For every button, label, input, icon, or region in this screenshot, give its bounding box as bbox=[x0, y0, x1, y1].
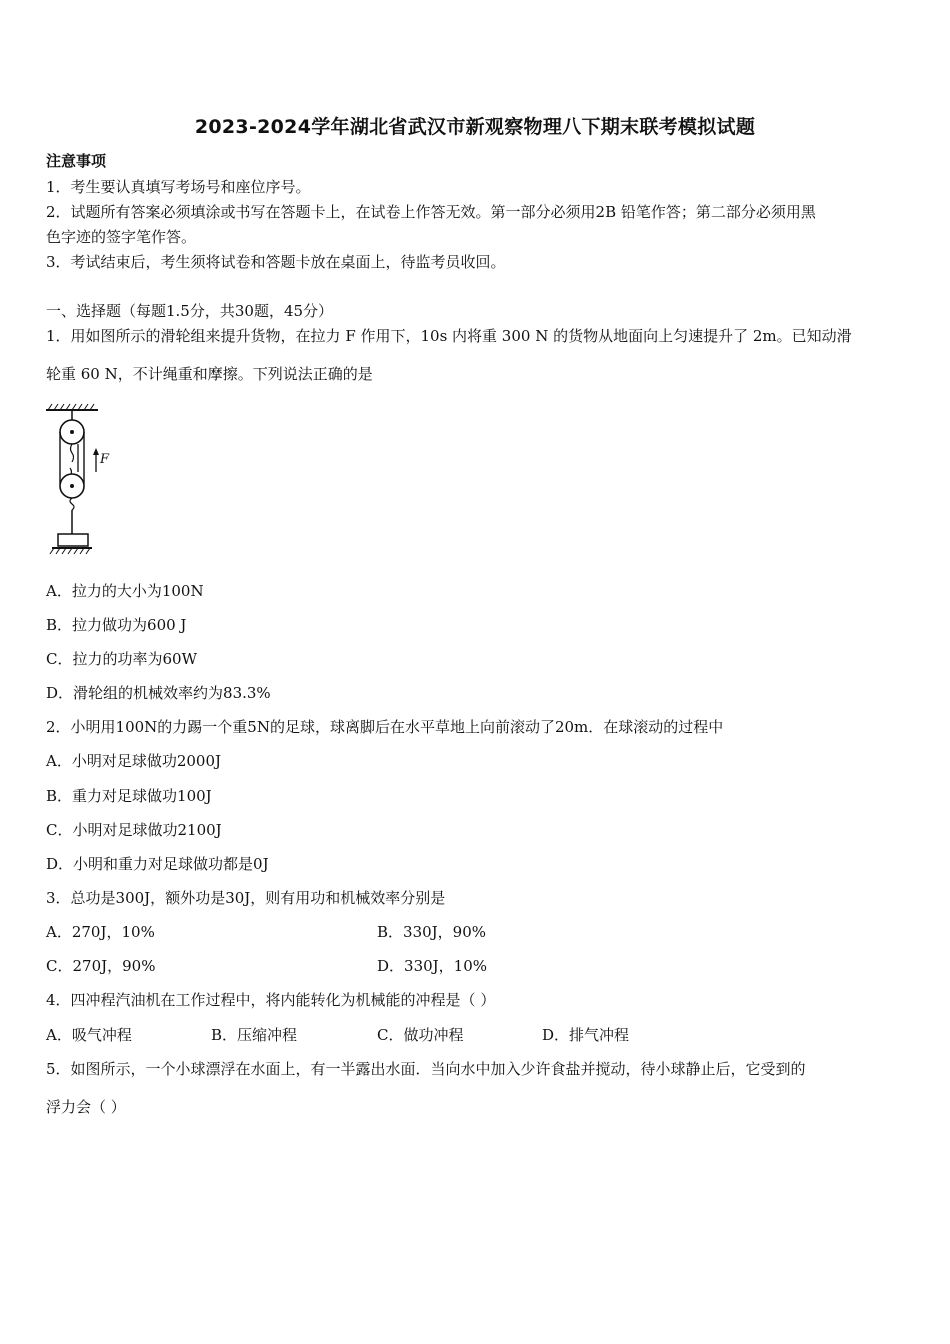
question-2-option-d: D．小明和重力对足球做功都是0J bbox=[46, 855, 269, 873]
question-2-option-a: A．小明对足球做功2000J bbox=[46, 752, 222, 770]
question-3-option-c: C．270J，90% bbox=[46, 957, 156, 975]
question-1-option-d: D．滑轮组的机械效率约为83.3% bbox=[46, 684, 271, 702]
question-2-option-c: C．小明对足球做功2100J bbox=[46, 821, 222, 839]
section-heading: 一、选择题（每题1.5分，共30题，45分） bbox=[46, 302, 334, 320]
question-4-option-c: C．做功冲程 bbox=[377, 1026, 464, 1044]
notice-item: 3．考试结束后，考生须将试卷和答题卡放在桌面上，待监考员收回。 bbox=[46, 253, 506, 271]
question-1-option-b: B．拉力做功为600 J bbox=[46, 616, 187, 634]
question-3-stem: 3．总功是300J，额外功是30J，则有用功和机械效率分别是 bbox=[46, 889, 446, 907]
question-2-stem: 2．小明用100N的力踢一个重5N的足球，球离脚后在水平草地上向前滚动了20m．在球滚动的过程中 bbox=[46, 718, 724, 736]
question-3-option-a: A．270J，10% bbox=[46, 923, 155, 941]
question-1-stem-cont: 轮重 60 N，不计绳重和摩擦。下列说法正确的是 bbox=[46, 365, 373, 383]
pulley-diagram bbox=[40, 402, 110, 556]
question-3-option-b: B．330J，90% bbox=[377, 923, 487, 941]
notice-item: 色字迹的签字笔作答。 bbox=[46, 228, 197, 246]
question-4-option-d: D．排气冲程 bbox=[542, 1026, 630, 1044]
notice-heading: 注意事项 bbox=[46, 152, 107, 170]
question-1-stem: 1．用如图所示的滑轮组来提升货物，在拉力 F 作用下，10s 内将重 300 N 的货物从地面向上匀速提升了 2m。已知动滑 bbox=[46, 327, 852, 345]
notice-item: 1．考生要认真填写考场号和座位序号。 bbox=[46, 178, 311, 196]
notice-item: 2．试题所有答案必须填涂或书写在答题卡上，在试卷上作答无效。第一部分必须用2B 铅笔作答；第二部分必须用黑 bbox=[46, 203, 816, 221]
question-4-option-a: A．吸气冲程 bbox=[46, 1026, 132, 1044]
question-1-option-a: A．拉力的大小为100N bbox=[46, 582, 204, 600]
question-3-option-d: D．330J，10% bbox=[377, 957, 488, 975]
question-5-stem-cont: 浮力会（ ） bbox=[46, 1098, 126, 1116]
question-2-option-b: B．重力对足球做功100J bbox=[46, 787, 212, 805]
page-title: 2023-2024学年湖北省武汉市新观察物理八下期末联考模拟试题 bbox=[194, 116, 756, 138]
question-5-stem: 5．如图所示，一个小球漂浮在水面上，有一半露出水面．当向水中加入少许食盐并搅动，待小球静止后，它受到的 bbox=[46, 1060, 806, 1078]
question-4-stem: 4．四冲程汽油机在工作过程中，将内能转化为机械能的冲程是（ ） bbox=[46, 991, 496, 1009]
question-1-option-c: C．拉力的功率为60W bbox=[46, 650, 197, 668]
question-4-option-b: B．压缩冲程 bbox=[211, 1026, 298, 1044]
force-label: F bbox=[100, 452, 110, 467]
